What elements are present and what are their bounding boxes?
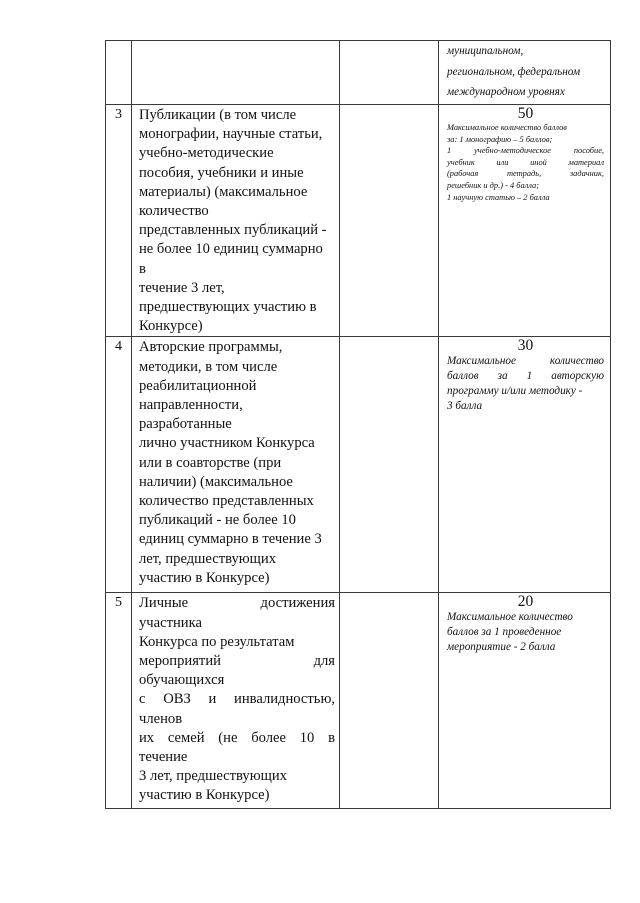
criterion-line: Конкурса по результатам	[139, 633, 295, 650]
criterion-line: лично участником Конкурса	[139, 435, 315, 452]
empty-cell	[340, 337, 439, 593]
points-detail-line: за: 1 монографию – 5 баллов;	[447, 134, 553, 144]
table-row-5	[106, 593, 611, 809]
points-cell	[439, 105, 611, 337]
points-detail-line: мероприятие - 2 балла	[447, 641, 556, 654]
criterion-line: участию в Конкурсе)	[139, 787, 270, 804]
criterion-line: мероприятий для	[139, 653, 335, 670]
table-row-3	[106, 105, 611, 337]
criterion-line: количество представленных	[139, 493, 314, 510]
criterion-line: участника	[139, 614, 202, 631]
points-detail-line: 3 балла	[447, 400, 483, 413]
empty-cell	[340, 41, 439, 105]
criterion-line: методики, в том числе	[139, 358, 278, 375]
criterion-line: Публикации (в том числе	[139, 107, 297, 123]
criteria-table	[105, 40, 611, 809]
table-row-continuation	[106, 41, 611, 105]
points-detail-line: региональном, федеральном	[447, 65, 581, 78]
criterion-line: Конкурсе)	[139, 318, 203, 335]
criterion-name-cell	[132, 337, 340, 593]
points-cell	[439, 41, 611, 105]
criterion-name-cell	[132, 593, 340, 809]
empty-cell	[340, 593, 439, 809]
row-number: 5	[106, 593, 132, 809]
row-number: 3	[106, 105, 132, 337]
criterion-line: обучающихся	[139, 672, 225, 689]
points-detail-line: (рабочая тетрадь, задачник,	[447, 169, 604, 179]
points-cell	[439, 593, 611, 809]
points-detail-line: баллов за 1 проведенное	[447, 626, 562, 639]
criterion-line: или в соавторстве (при	[139, 454, 282, 471]
empty-cell	[340, 105, 439, 337]
criterion-line: монографии, научные статьи,	[139, 126, 323, 143]
criterion-line: представленных публикаций -	[139, 222, 327, 239]
table-row-4	[106, 337, 611, 593]
criterion-line: публикаций - не более 10	[139, 512, 296, 529]
criterion-line: их семей (не более 10 в	[139, 729, 335, 746]
criterion-line: направленности,	[139, 397, 243, 414]
points-detail-line: Максимальное количество	[447, 355, 604, 368]
points-detail-line: Максимальное количество	[447, 611, 573, 624]
criterion-line: учебно-методические	[139, 145, 274, 162]
criterion-line: количество	[139, 203, 209, 220]
criterion-line: наличии) (максимальное	[139, 473, 293, 490]
max-score: 50	[517, 105, 534, 122]
criterion-line: с ОВЗ и инвалидностью,	[139, 691, 335, 708]
points-detail-line: программу и/или методику -	[447, 385, 583, 398]
row-number-cell	[106, 41, 132, 105]
max-score: 30	[517, 337, 534, 355]
points-detail-line: 1 учебно-методическое пособие,	[447, 146, 604, 156]
points-detail-line: 1 научную статью – 2 балла	[447, 192, 550, 202]
points-detail-line: международном уровнях	[447, 86, 565, 98]
criterion-line: течение	[139, 749, 188, 766]
row-number: 4	[106, 337, 132, 593]
criterion-line: пособия, учебники и иные	[139, 164, 304, 181]
points-detail-line: Максимальное количество баллов	[447, 123, 567, 132]
criterion-line: в	[139, 260, 146, 277]
criterion-line: 3 лет, предшествующих	[139, 768, 287, 785]
points-detail-line: баллов за 1 авторскую	[447, 370, 604, 383]
criterion-line: не более 10 единиц суммарно	[139, 241, 323, 258]
max-score: 20	[517, 593, 534, 611]
points-detail-line: учебник или иной материал	[447, 157, 604, 167]
points-detail-line: решебник и др.) - 4 балла;	[447, 180, 540, 190]
points-detail-line: муниципальном,	[447, 45, 524, 57]
criterion-name-cell	[132, 105, 340, 337]
points-cell	[439, 337, 611, 593]
criterion-name-cell	[132, 41, 340, 105]
criterion-line: разработанные	[139, 416, 232, 433]
criterion-line: материалы) (максимальное	[139, 183, 308, 200]
criterion-line: реабилитационной	[139, 377, 257, 394]
criterion-line: лет, предшествующих	[139, 550, 277, 567]
criterion-line: течение 3 лет,	[139, 279, 225, 296]
criterion-line: Личные достижения	[139, 595, 335, 612]
criterion-line: участию в Конкурсе)	[139, 569, 270, 586]
criterion-line: Авторские программы,	[139, 339, 283, 356]
criterion-line: предшествующих участию в	[139, 299, 317, 316]
criterion-line: единиц суммарно в течение 3	[139, 531, 322, 548]
criterion-line: членов	[139, 710, 183, 727]
